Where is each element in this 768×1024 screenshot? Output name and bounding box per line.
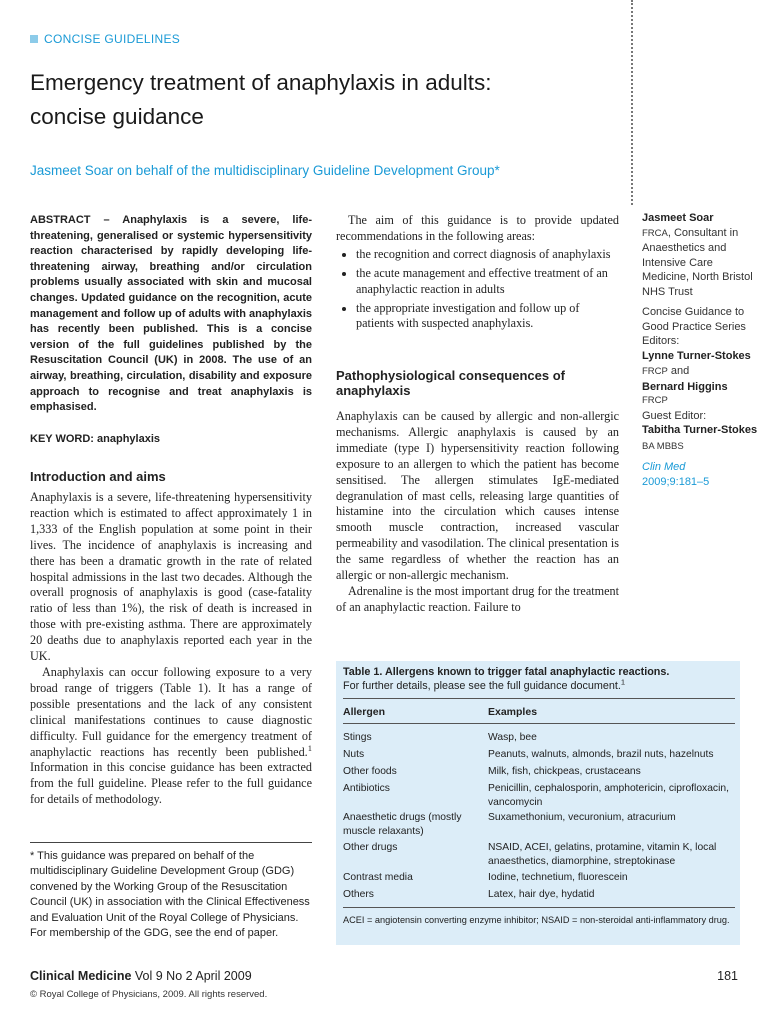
footer-journal: Clinical Medicine [30, 969, 132, 983]
table-cell-examples: Penicillin, cephalosporin, amphotericin, ciprofloxacin, vancomycin [488, 783, 729, 808]
journal-footer [30, 969, 252, 983]
footnote: * This guidance was prepared on behalf of the multidisciplinary Guideline Development Group (GDG) convened by the Working Group of the Resuscitation Council (UK) in association with the Clinical Effectiveness and Evaluation Unit of the Royal College of Physicians. For membership of the GDG, see the end of paper. [30, 850, 310, 940]
table-cell-allergen: Contrast media [343, 872, 413, 883]
section-tag [30, 32, 180, 46]
series-editors [642, 349, 762, 380]
aim-intro: The aim of this guidance is to provide updated recommendations in the following areas: [336, 213, 619, 243]
list-item: • the acute management and effective treatment of an anaphylactic reaction in adults [356, 266, 619, 298]
title-line-1: Emergency treatment of anaphylaxis in adults: [30, 70, 492, 95]
square-icon [30, 35, 38, 43]
list-item: • the appropriate investigation and follow up of patients with suspected anaphylaxis. [356, 301, 619, 333]
editor-2-name: Bernard Higgins [642, 380, 728, 393]
page-number: 181 [717, 969, 738, 983]
table-cell-allergen: Anaesthetic drugs (mostly muscle relaxants) [343, 812, 462, 837]
table-caption-title: Table 1. Allergens known to trigger fatal anaphylactic reactions. [343, 666, 670, 678]
intro-body [30, 490, 312, 808]
table-cell-examples: Iodine, technetium, fluorescein [488, 872, 628, 883]
title-line-2: concise guidance [30, 104, 204, 129]
key-word: KEY WORD: anaphylaxis [30, 433, 160, 445]
table-cell-examples: NSAID, ACEI, gelatins, protamine, vitamin K, local anaesthetics, diamorphine, streptokinase [488, 842, 717, 867]
citation: 2009;9:181–5 [642, 475, 710, 488]
guest-editor-name: Tabitha Turner-Stokes [642, 424, 758, 436]
table-cell-examples: Wasp, bee [488, 732, 537, 743]
intro-paragraph-1: Anaphylaxis is a severe, life-threatening hypersensitivity reaction which is estimated to affect approximately 1 in 1,333 of the English population at some point in their lives. The incidence of anaphylaxis is increasing and there has been a dramatic growth in the rate of related hospital admissions in the last two decades. Although the overall prognosis of anaphylaxis is good (case-fatality ratio of less than 1%), the risk of death is increased in those with pre-existing asthma. There are approximately 20 deaths due to anaphylaxis reported each year in the UK. [30, 490, 312, 664]
editor-1-quals: FRCP [642, 366, 668, 377]
guest-editor-label: Guest Editor: [642, 409, 707, 422]
table-cell-allergen: Antibiotics [343, 783, 390, 794]
author-role: , Consultant in Anaesthetics and Intensive Care Medicine, North Bristol NHS Trust [642, 226, 753, 298]
patho-heading: Pathophysiological consequences of anaphylaxis [336, 368, 565, 398]
abstract: ABSTRACT – Anaphylaxis is a severe, life-threatening, generalised or systemic hypersensitivity reaction characterised by rapidly developing life-threatening airway, breathing and/or circulation problems usually associated with skin and mucosal changes. Updated guidance on the recognition, acute management and follow up of adults with anaphylaxis has recently been published. This is a concise version of the full guidelines published by the Resuscitation Council (UK) in 2008. The use of an airway, breathing, circulation, disability and exposure approach to recognise and treat anaphylaxis is emphasised. [30, 214, 312, 414]
reference-sup: 1 [307, 742, 312, 753]
intro-p2-a: Anaphylaxis can occur following exposure to a very broad range of triggers (Table 1). It has a range of possible presentations and the lack of any consistent clinical manifestations continues to cause diagnostic difficulty. Full guidance for the emergency treatment of anaphylactic reactions has recently been published. [30, 664, 312, 759]
aim-list [336, 247, 619, 333]
table-footnote: ACEI = angiotensin converting enzyme inhibitor; NSAID = non-steroidal anti-inflammatory drug. [343, 915, 730, 925]
table-cell-allergen: Stings [343, 732, 372, 743]
table-rule-top [343, 698, 735, 699]
table-rule-bottom [343, 907, 735, 908]
editor-2-quals: FRCP [642, 395, 668, 406]
table-cell-examples: Suxamethonium, vecuronium, atracurium [488, 812, 676, 823]
table-header-examples: Examples [488, 706, 538, 718]
author-line: Jasmeet Soar on behalf of the multidisciplinary Guideline Development Group* [30, 163, 500, 178]
article-title [30, 66, 620, 134]
author-quals: FRCA [642, 227, 668, 239]
sidebar [642, 211, 762, 489]
table-cell-examples: Latex, hair dye, hydatid [488, 889, 595, 900]
table-rule-header [343, 723, 735, 724]
guest-editor-quals: BA MBBS [642, 440, 684, 452]
patho-paragraph-2: Adrenaline is the most important drug for the treatment of an anaphylactic reaction. Failure to [336, 583, 619, 614]
footer-issue: Vol 9 No 2 April 2009 [131, 969, 252, 983]
vertical-divider [631, 0, 633, 205]
journal-link[interactable]: Clin Med [642, 461, 686, 473]
author-name: Jasmeet Soar [642, 212, 714, 224]
editor-1-name: Lynne Turner-Stokes [642, 349, 751, 362]
author-affiliation [642, 226, 762, 300]
table-cell-allergen: Other drugs [343, 842, 398, 853]
table-cell-allergen: Others [343, 889, 374, 900]
table-cell-examples: Milk, fish, chickpeas, crustaceans [488, 766, 641, 777]
intro-heading: Introduction and aims [30, 469, 166, 484]
table-header-allergen: Allergen [343, 706, 386, 718]
copyright: © Royal College of Physicians, 2009. All rights reserved. [30, 989, 268, 1000]
footnote-rule [30, 842, 312, 843]
list-item: • the recognition and correct diagnosis of anaphylaxis [356, 247, 619, 263]
table-caption [343, 665, 735, 693]
guest-editor [642, 423, 762, 454]
intro-p2-b: Information in this concise guidance has been extracted from the full guideline. Please refer to the full guidance for details of methodology. [30, 760, 312, 807]
table-cell-examples: Peanuts, walnuts, almonds, brazil nuts, hazelnuts [488, 749, 714, 760]
table-cell-allergen: Other foods [343, 766, 397, 777]
series-editors-label: Concise Guidance to Good Practice Series Editors: [642, 306, 746, 347]
intro-paragraph-2 [30, 665, 312, 808]
table-caption-note: For further details, please see the full guidance document. [343, 680, 621, 692]
patho-paragraph-1: Anaphylaxis can be caused by allergic and non-allergic mechanisms. Allergic anaphylaxis is caused by an immediate (type I) hypersensitivity reaction following exposure to an allergen to which the patient has become sensitised. The allergen stimulates IgE-mediated degranulation of mast cells, releasing large quantities of histamine into the circulation which causes intense smooth muscle contraction, increased vascular permeability and vasodilation. The clinical presentation is the same regardless of whether the reaction has an allergic or non-allergic mechanism. [336, 409, 619, 583]
and-text: and [667, 365, 690, 377]
table-caption-sup: 1 [620, 677, 626, 687]
table-cell-allergen: Nuts [343, 749, 365, 760]
section-tag-label: CONCISE GUIDELINES [44, 32, 181, 46]
aim-section [336, 213, 619, 335]
patho-body [336, 409, 619, 616]
